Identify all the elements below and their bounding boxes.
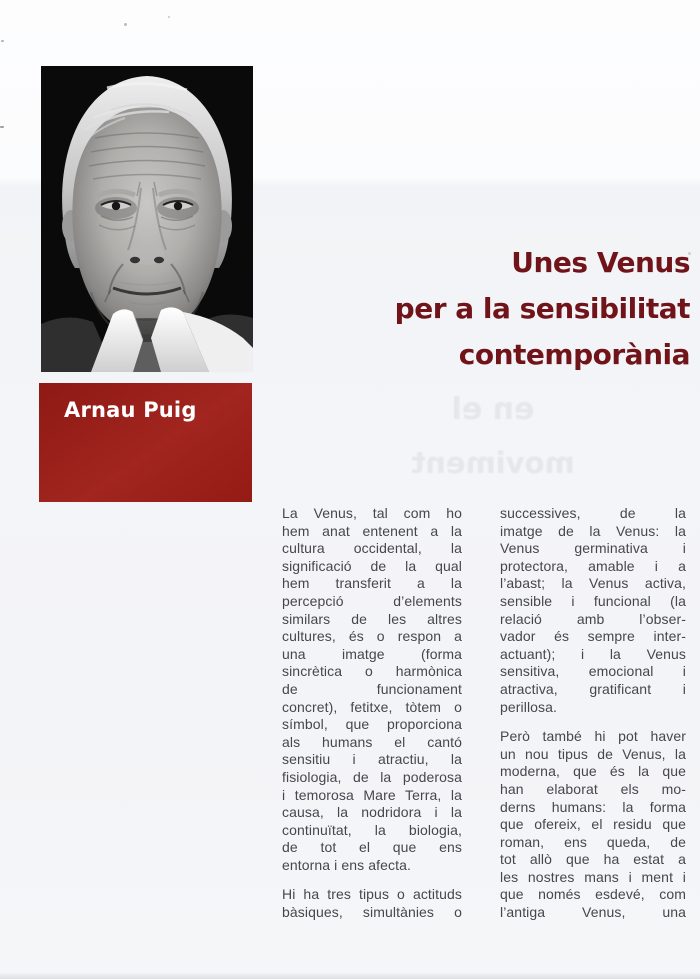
- text-line: sensitiva, emocional i: [500, 663, 686, 680]
- portrait-image: [41, 66, 253, 372]
- text-line: similars de les altres: [282, 610, 462, 627]
- text-column-left: [282, 505, 462, 922]
- text-line: han elaborat els mo-: [500, 780, 686, 797]
- paragraph: [500, 728, 686, 922]
- text-line: vador és sempre inter-: [500, 628, 686, 645]
- text-line: un nou tipus de Venus, la: [500, 745, 686, 762]
- text-column-right: [500, 505, 686, 922]
- text-line: significació de la qual: [282, 557, 462, 574]
- text-line: símbol, que proporciona: [282, 716, 462, 733]
- text-line: que ofereix, el residu que: [500, 816, 686, 833]
- text-line: perillosa.: [500, 698, 558, 715]
- text-line: atractiva, gratificant i: [500, 680, 686, 697]
- text-line: de tot el que ens: [282, 839, 462, 856]
- text-line: tot allò que ha estat a: [500, 851, 686, 868]
- text-line: roman, ens queda, de: [500, 833, 686, 850]
- title-line: per a la sensibilitat: [394, 292, 690, 325]
- text-line: La Venus, tal com ho: [282, 505, 462, 521]
- text-line: actuant); i la Venus: [500, 645, 686, 662]
- text-line: successives, de la: [500, 505, 686, 521]
- text-line: de funcionament: [282, 680, 462, 697]
- text-line: hem anat entenent a la: [282, 522, 462, 539]
- text-line: sincrètica o harmònica: [282, 663, 462, 680]
- scan-speck: [0, 126, 4, 128]
- portrait-photo: [41, 66, 253, 372]
- text-line: una imatge (forma: [282, 645, 462, 662]
- scan-speck: [1, 40, 4, 42]
- text-line: i temorosa Mare Terra, la: [282, 786, 462, 803]
- text-line: hem transferit a la: [282, 575, 462, 592]
- showthrough-text: moviment: [411, 446, 575, 480]
- scan-speck: [168, 16, 170, 18]
- text-line: entorna i ens afecta.: [282, 856, 411, 873]
- text-line: causa, la nodridora i la: [282, 804, 462, 821]
- scan-speck: [124, 23, 127, 26]
- text-line: percepció d’elements: [282, 592, 462, 609]
- text-line: fisiologia, de la poderosa: [282, 768, 462, 785]
- paragraph: [282, 505, 462, 874]
- text-line: continuïtat, la biologia,: [282, 821, 462, 838]
- text-line: imatge de la Venus: la: [500, 522, 686, 539]
- text-line: bàsiques, simultànies o: [282, 904, 462, 921]
- text-line: Hi ha tres tipus o actituds: [282, 886, 462, 903]
- text-line: les nostres mans i ment i: [500, 868, 686, 885]
- paragraph: [282, 886, 462, 921]
- author-box: [39, 383, 252, 502]
- title-line: Unes Venus: [511, 246, 690, 279]
- text-line: l’antiga Venus, una: [500, 904, 686, 921]
- article-title: [395, 240, 690, 378]
- text-line: protectora, amable i a: [500, 557, 686, 574]
- text-line: que només esdevé, com: [500, 886, 686, 903]
- text-line: l’abast; la Venus activa,: [500, 575, 686, 592]
- text-line: relació amb l’obser-: [500, 610, 686, 627]
- text-line: moderna, que és la que: [500, 763, 686, 780]
- text-line: als humans el cantó: [282, 733, 462, 750]
- author-name: Arnau Puig: [64, 398, 197, 422]
- text-line: derns humans: la forma: [500, 798, 686, 815]
- text-line: sensible i funcional (la: [500, 592, 686, 609]
- text-line: sensitiu i atractiu, la: [282, 751, 462, 768]
- text-line: concret), fetitxe, tòtem o: [282, 698, 462, 715]
- title-line: contemporània: [458, 338, 690, 371]
- showthrough-text: en el: [451, 392, 535, 427]
- text-line: Però també hi pot haver: [500, 728, 686, 745]
- text-line: cultura occidental, la: [282, 540, 462, 557]
- text-line: cultures, és o respon a: [282, 628, 462, 645]
- text-line: Venus germinativa i: [500, 540, 686, 557]
- paragraph: [500, 505, 686, 716]
